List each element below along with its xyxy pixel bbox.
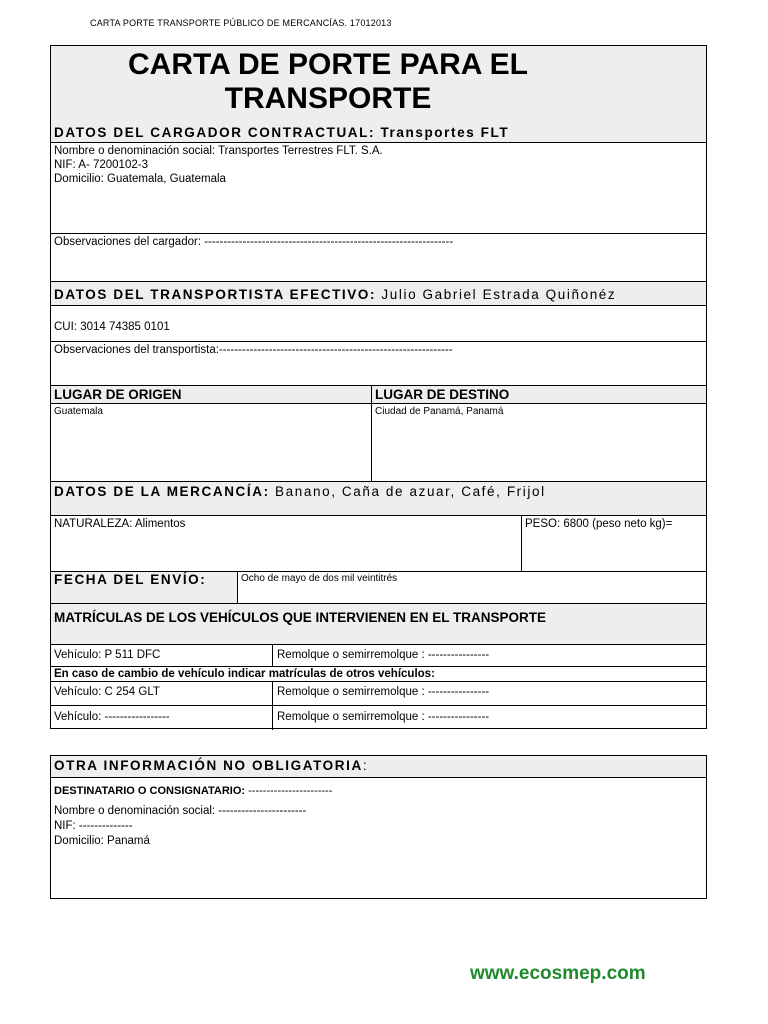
cargador-heading-label: DATOS DEL CARGADOR CONTRACTUAL: [54, 125, 376, 140]
origen-heading: LUGAR DE ORIGEN [54, 387, 182, 402]
destinatario-line [54, 784, 332, 798]
otra-informacion-form [50, 755, 707, 899]
remolque-2: Remolque o semirremolque : ---------------- [277, 686, 490, 698]
origen-value: Guatemala [54, 406, 103, 417]
vehiculo-row-1-divider [272, 645, 273, 666]
otra-heading [54, 758, 368, 773]
page-title [51, 48, 605, 116]
cargador-observaciones-row [51, 234, 706, 282]
remolque-1: Remolque o semirremolque : ---------------- [277, 649, 490, 661]
vehiculo-2: Vehículo: C 254 GLT [54, 686, 160, 698]
destino-value: Ciudad de Panamá, Panamá [375, 406, 504, 417]
otra-heading-label: OTRA INFORMACIÓN NO OBLIGATORIA [54, 758, 363, 773]
vehiculo-row-3 [51, 706, 706, 730]
vehiculo-row-1 [51, 645, 706, 667]
cargador-line-2: NIF: A- 7200102-3 [54, 159, 148, 171]
transportista-cui: CUI: 3014 74385 0101 [54, 321, 170, 333]
cargador-details [51, 143, 706, 234]
lugar-divider [371, 386, 372, 403]
transportista-heading-value: Julio Gabriel Estrada Quiñonéz [376, 287, 617, 302]
mercancia-divider [521, 516, 522, 571]
otra-heading-suffix: : [362, 758, 369, 773]
cargador-heading-value: Transportes FLT [375, 125, 510, 140]
transportista-observaciones-row [51, 342, 706, 386]
lugar-heading-row [51, 386, 706, 404]
document-header-line: CARTA PORTE TRANSPORTE PÚBLICO DE MERCANCÍAS. 17012013 [90, 18, 392, 28]
matriculas-heading-row [51, 604, 706, 645]
mercancia-heading-label: DATOS DE LA MERCANCÍA: [54, 484, 270, 499]
fecha-heading: FECHA DEL ENVÍO: [54, 572, 207, 587]
title-line-2: TRANSPORTE [224, 82, 432, 115]
mercancia-heading [54, 484, 546, 499]
destinatario-value: ----------------------- [245, 785, 333, 797]
lugar-values-divider [371, 404, 372, 481]
cargador-line-1: Nombre o denominación social: Transportes Terrestres FLT. S.A. [54, 145, 383, 157]
mercancia-heading-value: Banano, Caña de azuar, Café, Frijol [269, 484, 546, 499]
vehiculo-row-2-divider [272, 682, 273, 705]
otra-heading-row [51, 756, 706, 778]
mercancia-peso: PESO: 6800 (peso neto kg)= [525, 518, 673, 530]
remolque-3: Remolque o semirremolque : ---------------- [277, 711, 490, 723]
title-line-1: CARTA DE PORTE PARA EL [127, 48, 528, 81]
carta-porte-form [50, 45, 707, 729]
footer-website-link[interactable]: www.ecosmep.com [470, 963, 646, 984]
transportista-observaciones: Observaciones del transportista:------------------------------------------------------------- [54, 344, 453, 356]
otra-line-2: NIF: -------------- [54, 820, 133, 832]
fecha-row [51, 572, 706, 604]
vehiculo-1: Vehículo: P 511 DFC [54, 649, 161, 661]
transportista-heading [54, 287, 616, 302]
vehiculo-row-2 [51, 682, 706, 706]
cargador-line-3: Domicilio: Guatemala, Guatemala [54, 173, 226, 185]
otra-line-1: Nombre o denominación social: ----------------------- [54, 805, 307, 817]
otra-line-3: Domicilio: Panamá [54, 835, 150, 847]
mercancia-heading-row [51, 482, 706, 516]
mercancia-details-row [51, 516, 706, 572]
mercancia-naturaleza: NATURALEZA: Alimentos [54, 518, 186, 530]
cambio-vehiculo-row [51, 667, 706, 682]
matriculas-heading: MATRÍCULAS DE LOS VEHÍCULOS QUE INTERVIENEN EN EL TRANSPORTE [54, 610, 547, 625]
fecha-value: Ocho de mayo de dos mil veintitrés [241, 573, 398, 584]
title-section [51, 46, 706, 143]
vehiculo-row-3-divider [272, 706, 273, 730]
transportista-cui-row [51, 306, 706, 342]
destino-heading: LUGAR DE DESTINO [375, 387, 510, 402]
cambio-vehiculo-note: En caso de cambio de vehículo indicar matrículas de otros vehículos: [54, 668, 435, 680]
transportista-heading-row [51, 282, 706, 306]
transportista-heading-label: DATOS DEL TRANSPORTISTA EFECTIVO: [54, 287, 377, 302]
cargador-heading [54, 125, 509, 140]
lugar-values-row [51, 404, 706, 482]
cargador-observaciones: Observaciones del cargador: ----------------------------------------------------------------- [54, 236, 454, 248]
destinatario-label: DESTINATARIO O CONSIGNATARIO: [54, 785, 246, 797]
vehiculo-3: Vehículo: ----------------- [54, 711, 170, 723]
